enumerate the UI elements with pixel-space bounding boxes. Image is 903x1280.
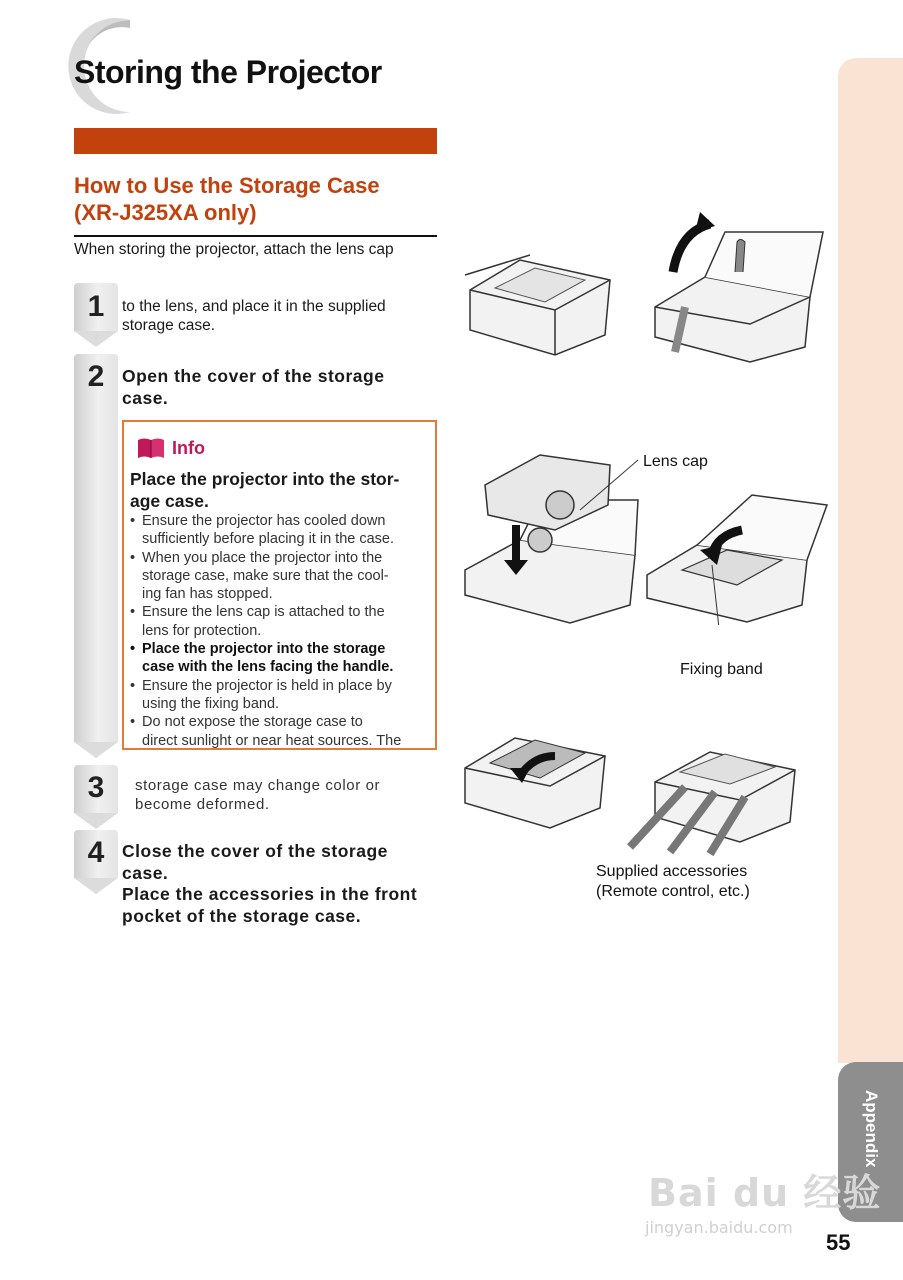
closed-case-illustration	[460, 250, 620, 360]
info-bullet-5	[130, 677, 428, 714]
fixing-band-illustration	[642, 490, 832, 625]
info-bullet-5-line-1: Ensure the projector is held in place by	[142, 677, 392, 694]
accessories-caption-line-1: Supplied accessories	[596, 863, 748, 880]
info-bullet-5-line-2: using the fixing band.	[142, 695, 280, 712]
info-bullet-1	[130, 512, 428, 549]
watermark-logo: Bai du 经验	[648, 1171, 882, 1215]
info-bullet-1-line-2: sufficiently before placing it in the case.	[142, 531, 395, 548]
info-bullet-list	[130, 512, 428, 750]
step-3-number: 3	[87, 771, 105, 804]
info-bullet-4-line-2: case with the lens facing the handle.	[142, 659, 394, 676]
step-1-text-line-1: to the lens, and place it in the supplied	[122, 298, 386, 315]
step-4-title-line-3: Place the accessories in the front	[122, 884, 418, 904]
info-bullet-3-line-1: Ensure the lens cap is attached to the	[142, 604, 385, 621]
lens-cap-caption: Lens cap	[643, 453, 708, 470]
info-bullet-1-line-1: Ensure the projector has cooled down	[142, 513, 386, 529]
step-4-title-line-2: case.	[122, 862, 169, 883]
book-icon	[136, 436, 166, 460]
step-2-number: 2	[87, 360, 105, 393]
front-pocket-illustration	[625, 742, 800, 857]
step-2-title	[122, 366, 438, 409]
step-2-title-line-1: Open the cover of the storage	[122, 366, 385, 386]
info-bullet-2	[130, 549, 428, 604]
step-1-text-line-2: storage case.	[122, 317, 216, 334]
accessories-caption	[596, 862, 750, 902]
accessories-caption-line-2: (Remote control, etc.)	[596, 883, 750, 900]
step-2-rail	[74, 354, 118, 742]
open-cover-illustration	[645, 212, 825, 367]
info-subtitle-line-2: age case.	[130, 491, 209, 511]
watermark-url: jingyan.baidu.com	[645, 1218, 793, 1237]
info-label: Info	[172, 437, 205, 458]
side-tab-background	[838, 58, 903, 1063]
step-1-number: 1	[87, 290, 105, 323]
step-4-title-line-4: pocket of the storage case.	[122, 905, 362, 926]
page-number: 55	[826, 1230, 851, 1255]
section-rule	[74, 235, 437, 237]
info-bullet-2-line-3: ing fan has stopped.	[142, 586, 273, 603]
section-heading	[74, 172, 454, 226]
close-cover-illustration	[460, 728, 610, 833]
step-3-text-line-1: storage case may change color or	[135, 777, 381, 794]
info-bullet-2-line-2: storage case, make sure that the cool-	[142, 567, 389, 584]
info-bullet-6-line-2: direct sunlight or near heat sources. The	[142, 732, 402, 749]
info-bullet-6-line-1: Do not expose the storage case to	[142, 714, 363, 731]
info-bullet-4	[130, 640, 428, 677]
section-color-bar	[74, 128, 437, 154]
info-bullet-6	[130, 713, 428, 750]
section-heading-line-1: How to Use the Storage Case	[74, 173, 380, 198]
info-bullet-3-line-2: lens for protection.	[142, 622, 262, 639]
step-3-text	[135, 777, 427, 814]
intro-text: When storing the projector, attach the lens cap	[74, 241, 394, 258]
appendix-tab-label: Appendix	[862, 1090, 881, 1168]
info-header	[136, 436, 205, 460]
info-subtitle	[130, 468, 430, 512]
info-bullet-3	[130, 603, 428, 640]
step-4-title-line-1: Close the cover of the storage	[122, 841, 388, 861]
section-heading-line-2: (XR-J325XA only)	[74, 200, 257, 225]
info-bullet-2-line-1: When you place the projector into the	[142, 549, 383, 566]
info-subtitle-line-1: Place the projector into the stor-	[130, 469, 400, 489]
step-4-title	[122, 841, 438, 927]
insert-projector-illustration	[460, 445, 645, 625]
step-3-text-line-2: become deformed.	[135, 795, 270, 813]
page-title: Storing the Projector	[74, 54, 382, 90]
step-2-title-line-2: case.	[122, 387, 169, 408]
step-1-text	[122, 297, 438, 335]
step-4-number: 4	[87, 836, 105, 869]
info-bullet-4-line-1: Place the projector into the storage	[142, 641, 386, 658]
info-box	[122, 420, 437, 750]
fixing-band-caption: Fixing band	[680, 661, 763, 678]
